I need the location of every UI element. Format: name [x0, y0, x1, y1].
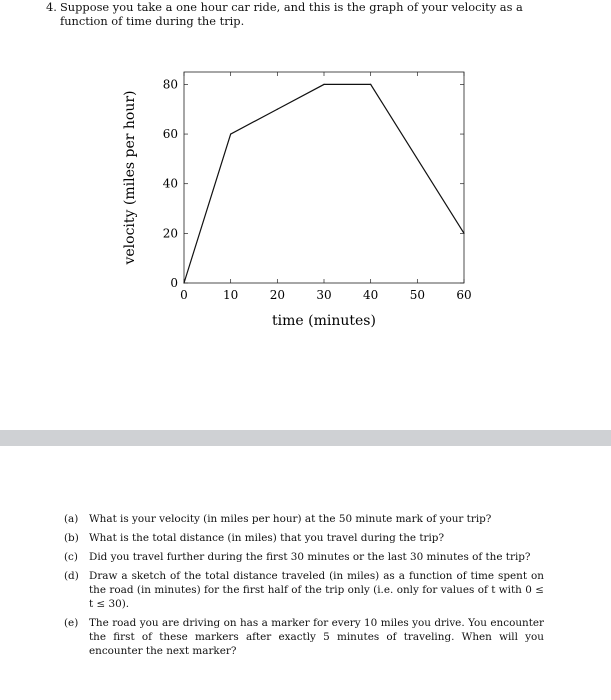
question-label: (d): [64, 570, 79, 582]
question-text: Draw a sketch of the total distance traveled (in miles) as a function of time spent on the road (in minutes) for the first half of the trip only (i.e. only for values of t with 0 ≤ t ≤ 30).: [89, 570, 544, 610]
x-tick-label: 40: [363, 288, 379, 302]
data-point: [230, 133, 231, 134]
question-label: (e): [64, 617, 79, 629]
data-point: [277, 109, 278, 110]
y-tick-label: 20: [162, 226, 178, 241]
problem-text: Suppose you take a one hour car ride, and this is the graph of your velocity as a function of time during the trip.: [60, 0, 523, 28]
data-point: [183, 282, 184, 283]
x-tick-label: 50: [409, 288, 425, 302]
question-text: Did you travel further during the first 30 minutes or the last 30 minutes of the trip?: [89, 551, 531, 563]
question-text: What is your velocity (in miles per hour) at the 50 minute mark of your trip?: [89, 513, 492, 525]
question-label: (c): [64, 551, 78, 563]
velocity-series-line: [184, 84, 464, 283]
y-tick-label: 60: [162, 127, 178, 142]
question-item: [64, 569, 544, 611]
problem-statement: [46, 0, 546, 28]
question-text: What is the total distance (in miles) that you travel during the trip?: [89, 532, 445, 544]
data-point: [463, 233, 464, 234]
x-tick-label: 10: [223, 288, 239, 302]
question-label: (b): [64, 532, 79, 544]
y-tick-label: 80: [162, 77, 178, 92]
x-axis-label: time (minutes): [272, 313, 376, 329]
x-tick-label: 30: [316, 288, 332, 302]
question-item: [64, 550, 544, 564]
y-tick-label: 40: [162, 176, 178, 191]
question-list: [64, 512, 544, 663]
y-axis-label: velocity (miles per hour): [122, 90, 138, 265]
question-item: [64, 531, 544, 545]
x-tick-label: 0: [180, 288, 188, 302]
chart-svg: [118, 58, 498, 338]
page-divider: [0, 430, 611, 446]
question-text: The road you are driving on has a marker for every 10 miles you drive. You encounter the first of these markers after exactly 5 minutes of traveling. When will you encounter the next marker?: [89, 617, 544, 657]
velocity-chart: [118, 58, 498, 338]
x-tick-label: 60: [456, 288, 472, 302]
data-point: [370, 84, 371, 85]
data-point: [323, 84, 324, 85]
x-tick-label: 20: [269, 288, 285, 302]
question-item: [64, 616, 544, 658]
y-tick-label: 0: [170, 276, 178, 290]
plot-frame: [184, 72, 464, 283]
problem-number: 4.: [46, 0, 57, 14]
question-item: [64, 512, 544, 526]
question-label: (a): [64, 513, 79, 525]
